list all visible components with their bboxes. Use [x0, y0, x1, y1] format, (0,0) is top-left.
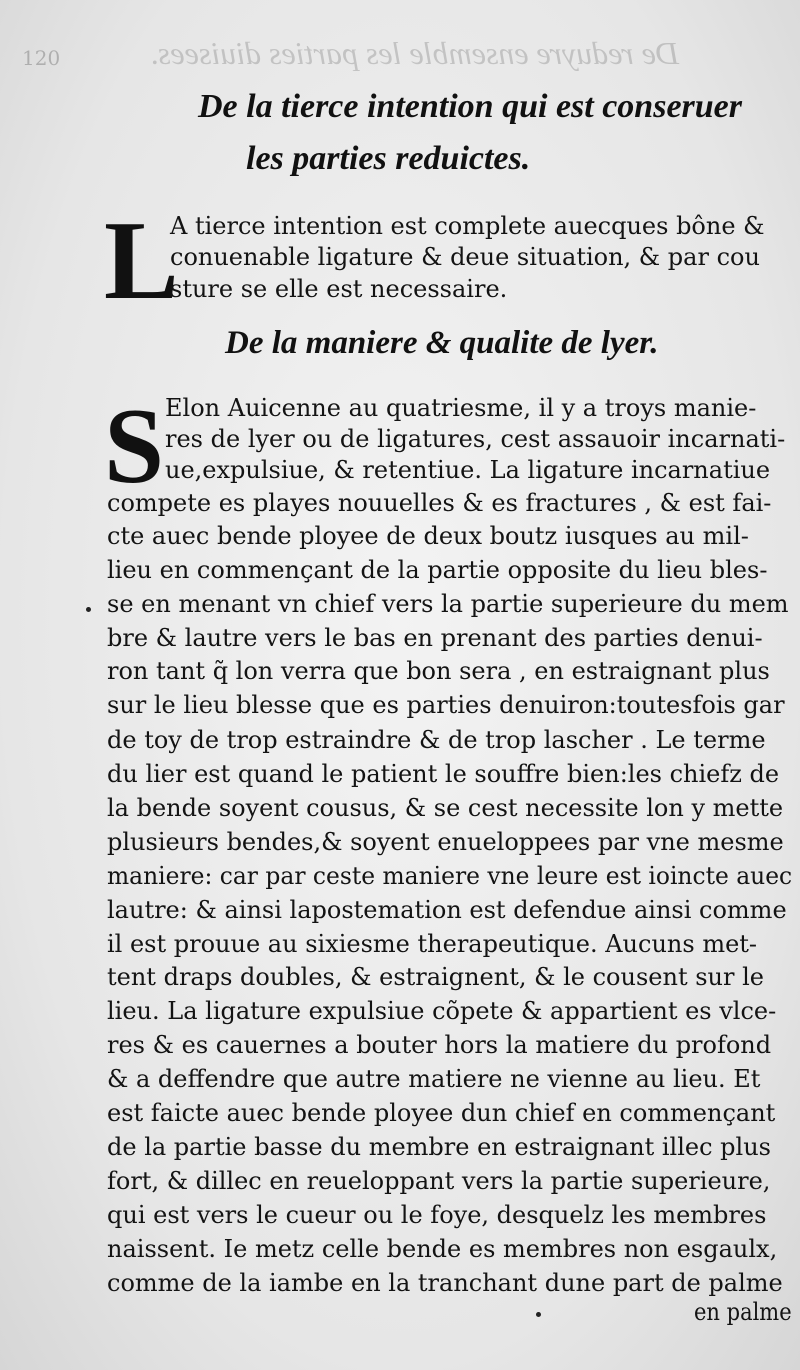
text-line: lautre: & ainsi lapostemation est defendue ainsi comme [107, 896, 787, 924]
text-line: est faicte auec bende ployee dun chief en commençant [107, 1099, 776, 1127]
text-line: A tierce intention est complete auecques bône & [170, 212, 765, 240]
text-line: lieu. La ligature expulsiue cõpete & appartient es vlce- [107, 997, 777, 1025]
text-line: Elon Auicenne au quatriesme, il y a troys manie- [165, 394, 757, 422]
drop-capital-s: S [104, 387, 165, 506]
text-line: & a deffendre que autre matiere ne vienne au lieu. Et [107, 1065, 761, 1093]
text-line: maniere: car par ceste maniere vne leure est ioincte auec [107, 862, 793, 890]
chapter-heading-line-1: De la tierce intention qui est conseruer [198, 88, 742, 125]
text-line: res & es cauernes a bouter hors la matiere du profond [107, 1031, 772, 1059]
text-line: naissent. Ie metz celle bende es membres non esgaulx, [107, 1235, 778, 1263]
text-line: conuenable ligature & deue situation, & par cou [170, 243, 760, 271]
catchword: en palme [694, 1298, 792, 1326]
text-line: de toy de trop estraindre & de trop lascher . Le terme [107, 726, 766, 754]
text-line: comme de la iambe en la tranchant dune part de palme [107, 1269, 783, 1297]
text-line: il est prouue au sixiesme therapeutique. Aucuns met- [107, 930, 758, 958]
text-line: lieu en commençant de la partie opposite du lieu bles- [107, 556, 768, 584]
text-line: se en menant vn chief vers la partie superieure du mem [107, 590, 789, 618]
text-line: compete es playes nouuelles & es fractures , & est fai- [107, 489, 772, 517]
text-line: plusieurs bendes,& soyent enueloppees par vne mesme [107, 828, 784, 856]
text-line: res de lyer ou de ligatures, cest assauoir incarnati- [165, 425, 786, 453]
page-number: 120 [22, 46, 61, 70]
margin-dot [86, 607, 91, 612]
text-line: qui est vers le cueur ou le foye, desquelz les membres [107, 1201, 767, 1229]
text-line: bre & lautre vers le bas en prenant des parties denui- [107, 624, 763, 652]
text-line: du lier est quand le patient le souffre bien:les chiefz de [107, 760, 780, 788]
text-line: ue,expulsiue, & retentiue. La ligature incarnatiue [165, 456, 771, 484]
text-line: la bende soyent cousus, & se cest necessite lon y mette [107, 794, 784, 822]
bleed-through-running-head: De reduyre ensemble les parties diuisees. [150, 35, 680, 71]
chapter-heading-line-2: les parties reduictes. [246, 140, 531, 177]
section-heading: De la maniere & qualite de lyer. [225, 325, 659, 361]
printer-mark [536, 1312, 541, 1317]
text-line: sur le lieu blesse que es parties denuiron:toutesfois gar [107, 691, 785, 719]
text-line: sture se elle est necessaire. [170, 275, 508, 303]
text-line: ron tant q̃ lon verra que bon sera , en estraignant plus [107, 657, 770, 685]
text-line: fort, & dillec en reueloppant vers la partie superieure, [107, 1167, 771, 1195]
text-line: de la partie basse du membre en estraignant illec plus [107, 1133, 771, 1161]
text-line: cte auec bende ployee de deux boutz iusques au mil- [107, 522, 749, 550]
text-line: tent draps doubles, & estraignent, & le cousent sur le [107, 963, 764, 991]
drop-capital-l: L [104, 199, 179, 323]
